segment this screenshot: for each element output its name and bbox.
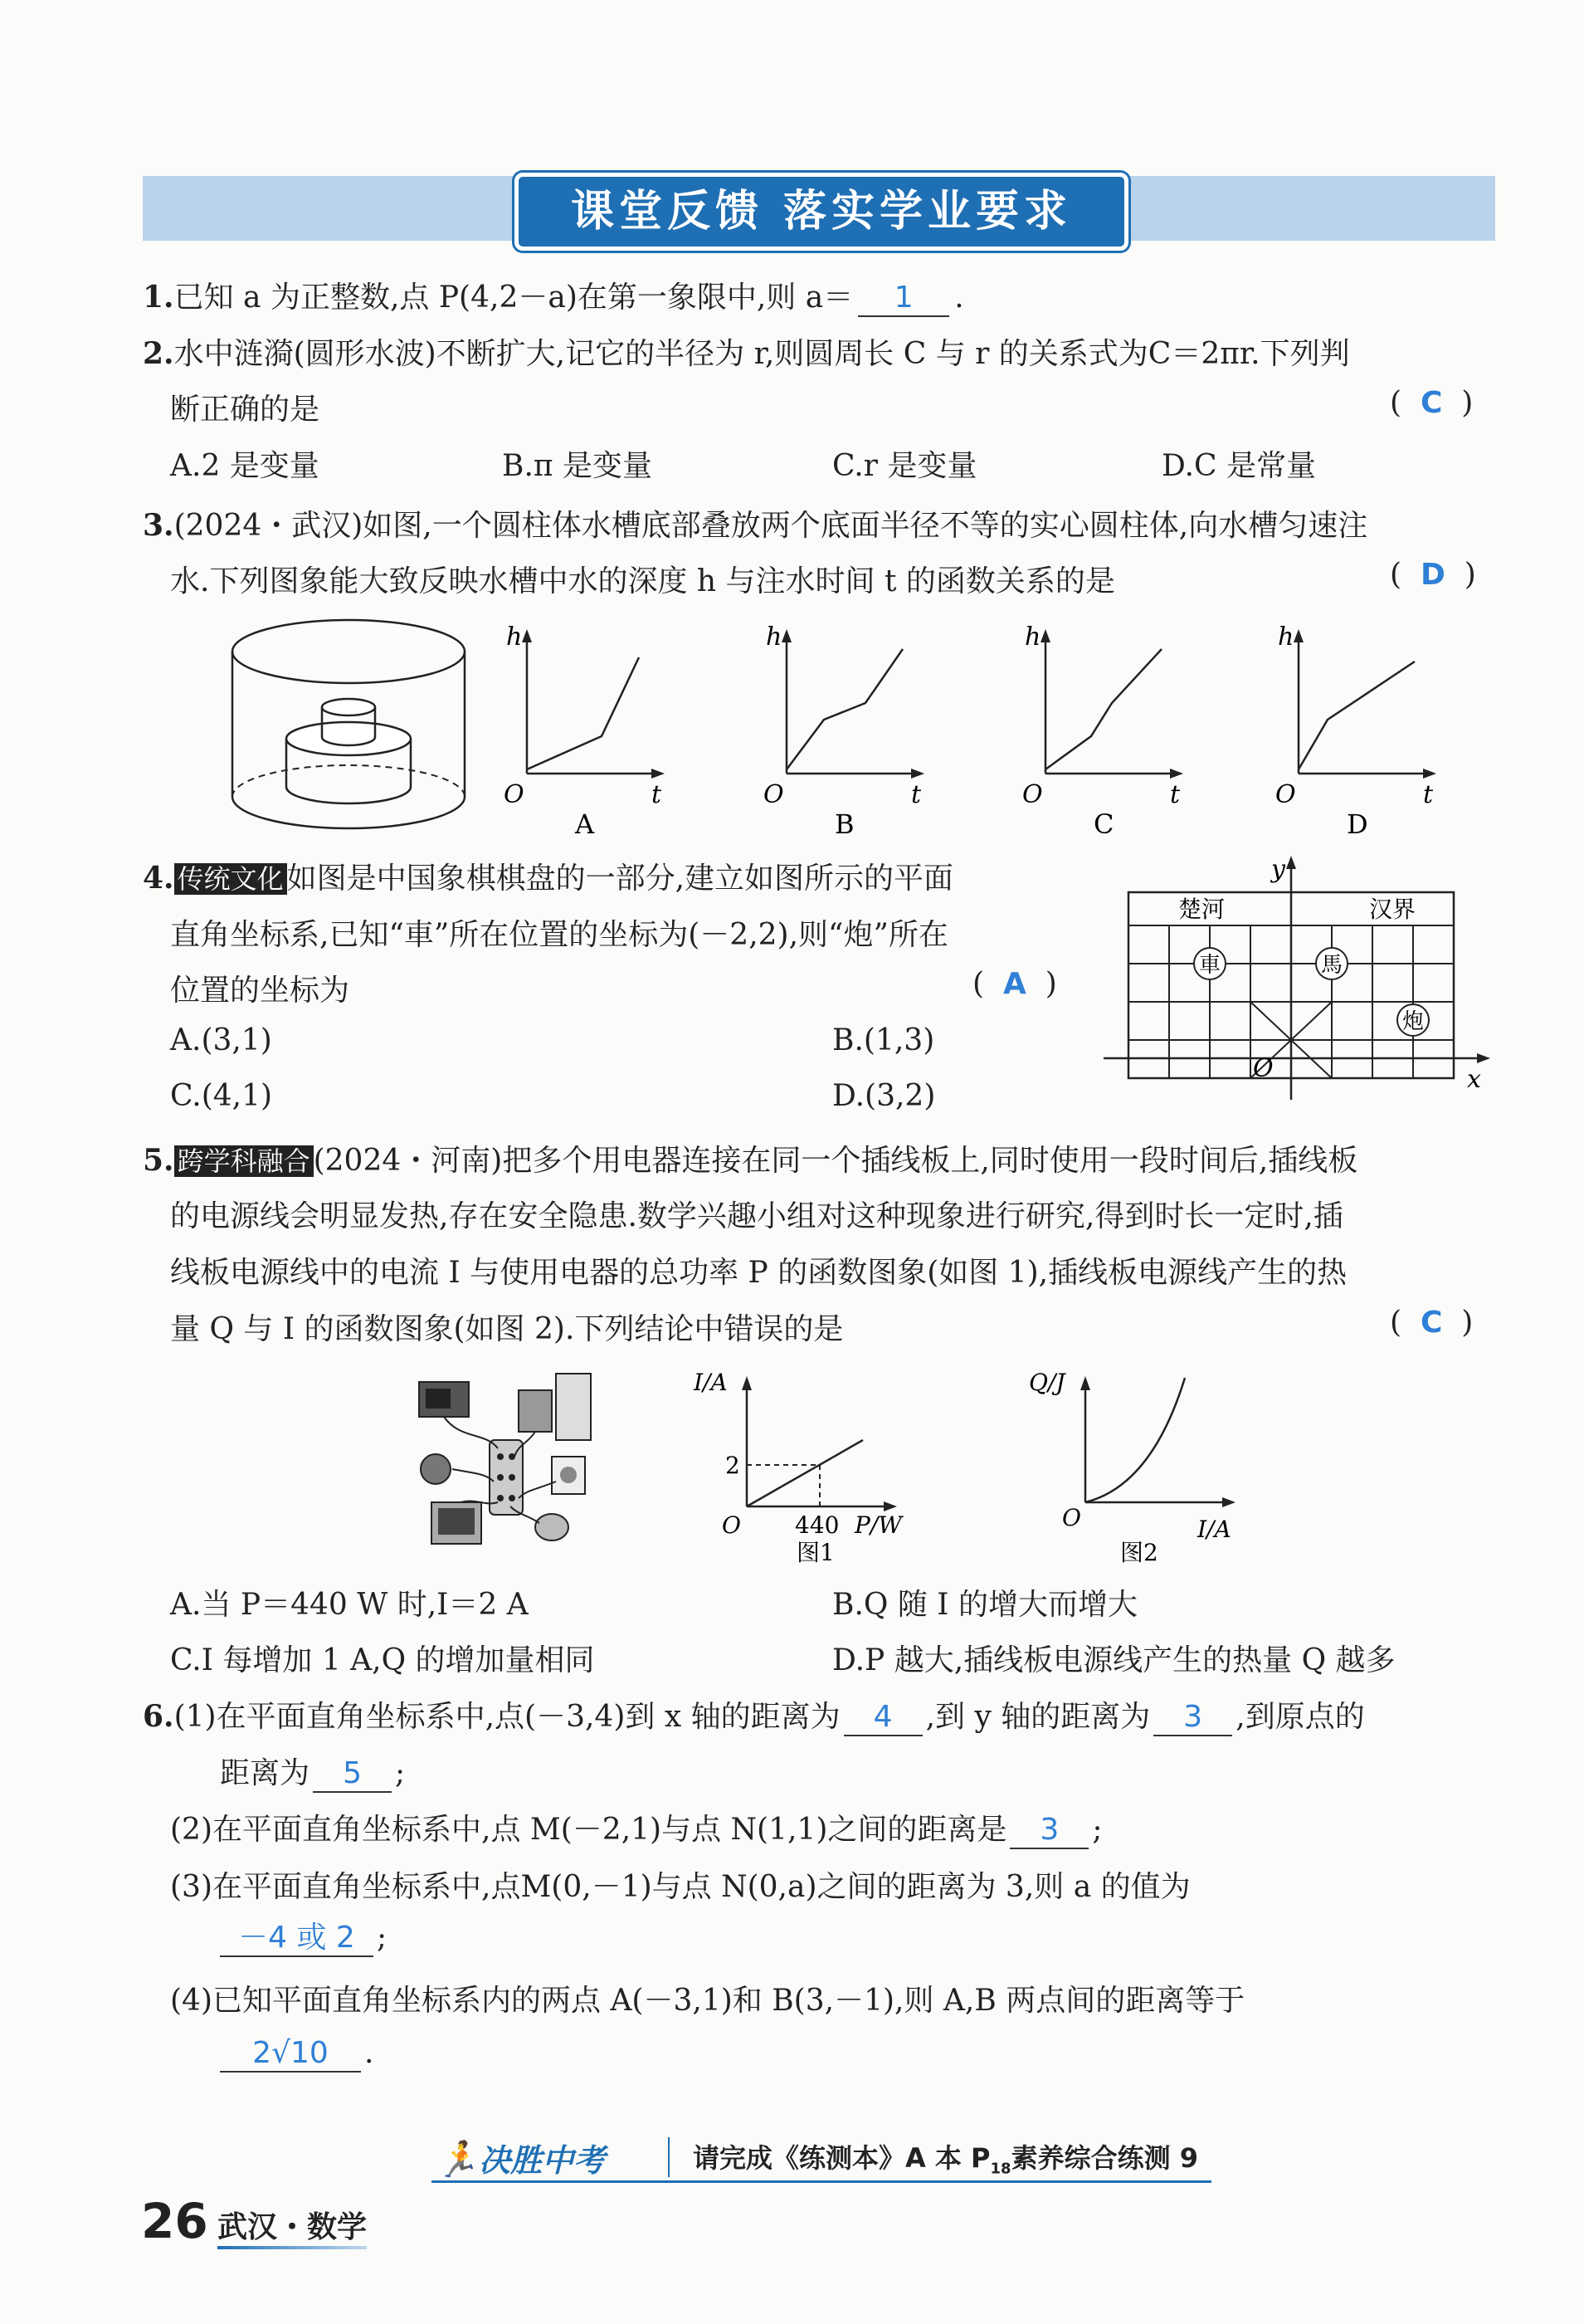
graph-d-label: D bbox=[1347, 808, 1368, 840]
piece-horse bbox=[1316, 948, 1348, 979]
q5-figure-2 bbox=[1027, 1361, 1268, 1569]
cylinder-tank-figure bbox=[212, 614, 485, 847]
footer-subject: 武汉・数学 bbox=[217, 2210, 368, 2244]
q5-line1 bbox=[143, 1137, 1357, 1179]
graph-a-label: A bbox=[575, 808, 595, 840]
q2-line1 bbox=[143, 330, 1350, 373]
q5-figure-1 bbox=[689, 1361, 929, 1569]
q6-p1-answer-x: 4 bbox=[844, 1699, 923, 1736]
power-strip-appliances-illustration bbox=[411, 1365, 602, 1556]
q5-answer-paren: ( C ) bbox=[1390, 1306, 1474, 1340]
q5-line3: 线板电源线中的电流 I 与使用电器的总功率 P 的函数图象(如图 1),插线板电源线产生的热 bbox=[170, 1256, 1348, 1290]
fig1-caption: 图1 bbox=[797, 1539, 835, 1566]
q5-line4: 量 Q 与 I 的函数图象(如图 2).下列结论中错误的是 bbox=[170, 1312, 844, 1346]
graph-b-yaxis: h bbox=[766, 624, 782, 652]
q6-part1-line1 bbox=[143, 1693, 1365, 1736]
fig1-origin: O bbox=[722, 1511, 741, 1539]
graph-b-xaxis: t bbox=[911, 780, 922, 809]
q5-answer: C bbox=[1420, 1306, 1443, 1340]
q4-number: 4. bbox=[143, 861, 174, 896]
footer-brand-text: 决胜中考 bbox=[479, 2142, 606, 2179]
q5-line2: 的电源线会明显发热,存在安全隐患.数学兴趣小组对这种现象进行研究,得到时长一定时,插 bbox=[170, 1199, 1343, 1233]
q6-p1-text-c: ,到原点的 bbox=[1236, 1700, 1365, 1734]
q6-p2-end: ; bbox=[1092, 1813, 1103, 1847]
fig1-yaxis: I/A bbox=[694, 1369, 728, 1396]
graph-c-yaxis: h bbox=[1025, 624, 1041, 652]
q3-line2: 水.下列图象能大致反映水槽中水的深度 h 与注水时间 t 的函数关系的是 bbox=[170, 564, 1115, 598]
q2-line2: 断正确的是 bbox=[170, 393, 320, 427]
q1-end: . bbox=[954, 281, 964, 315]
q5-text1: (2024・河南)把多个用电器连接在同一个插线板上,同时使用一段时间后,插线板 bbox=[313, 1144, 1358, 1178]
q5-option-c: C.I 每增加 1 A,Q 的增加量相同 bbox=[170, 1643, 595, 1677]
q6-part2 bbox=[170, 1806, 1103, 1849]
footer-instruction bbox=[668, 2137, 1198, 2177]
q4-option-b: B.(1,3) bbox=[832, 1023, 935, 1057]
graph-a-yaxis: h bbox=[506, 624, 523, 652]
q1-text: 已知 a 为正整数,点 P(4,2－a)在第一象限中,则 a＝ bbox=[173, 281, 854, 315]
q2-answer: C bbox=[1420, 386, 1443, 420]
graph-d-yaxis: h bbox=[1278, 624, 1294, 652]
q6-p1-answer-origin: 5 bbox=[313, 1755, 392, 1793]
q3-answer: D bbox=[1420, 558, 1445, 592]
fig2-origin: O bbox=[1062, 1504, 1081, 1531]
graph-b-origin: O bbox=[763, 780, 784, 809]
q5-option-a: A.当 P＝440 W 时,I＝2 A bbox=[170, 1588, 529, 1622]
board-yaxis: y bbox=[1271, 855, 1285, 884]
fig1-xaxis: P/W bbox=[855, 1511, 903, 1539]
q4-answer-paren: ( A ) bbox=[972, 967, 1057, 1001]
board-river-right: 汉界 bbox=[1369, 896, 1416, 923]
fig2-xaxis: I/A bbox=[1197, 1516, 1231, 1543]
footer-brand bbox=[436, 2135, 605, 2180]
q6-p1-text-d: 距离为 bbox=[220, 1756, 310, 1790]
q3-graph-c bbox=[1004, 624, 1203, 840]
svg-text:馬: 馬 bbox=[1320, 953, 1343, 978]
q6-part1-line2 bbox=[220, 1750, 405, 1793]
q6-part4-line2 bbox=[220, 2035, 373, 2073]
q2-option-d: D.C 是常量 bbox=[1162, 449, 1317, 483]
footer-text: 请完成《练测本》A 本 P bbox=[693, 2142, 991, 2174]
q5-option-d: D.P 越大,插线板电源线产生的热量 Q 越多 bbox=[832, 1643, 1396, 1677]
q6-p1-text-a: (1)在平面直角坐标系中,点(－3,4)到 x 轴的距离为 bbox=[173, 1700, 841, 1734]
q4-line1 bbox=[143, 855, 953, 897]
q6-part4-line1: (4)已知平面直角坐标系内的两点 A(－3,1)和 B(3,－1),则 A,B 两点间的距离等于 bbox=[170, 1984, 1245, 2018]
q4-line2: 直角坐标系,已知“車”所在位置的坐标为(－2,2),则“炮”所在 bbox=[170, 918, 948, 952]
footer-divider bbox=[431, 2180, 1211, 2183]
q6-p1-text-b: ,到 y 轴的距离为 bbox=[925, 1700, 1151, 1734]
q3-text1: (2024・武汉)如图,一个圆柱体水槽底部叠放两个底面半径不等的实心圆柱体,向水槽匀速注 bbox=[173, 509, 1368, 543]
piece-cannon bbox=[1397, 1004, 1429, 1036]
q2-option-c: C.r 是变量 bbox=[832, 449, 977, 483]
svg-text:車: 車 bbox=[1198, 953, 1221, 978]
graph-b-label: B bbox=[835, 808, 855, 840]
page-number: 26 bbox=[141, 2193, 208, 2249]
q2-option-b: B.π 是变量 bbox=[502, 449, 653, 483]
fig1-ytick: 2 bbox=[725, 1452, 740, 1479]
q3-line1 bbox=[143, 502, 1367, 544]
board-river-left: 楚河 bbox=[1178, 896, 1226, 923]
q4-line3: 位置的坐标为 bbox=[170, 974, 350, 1008]
q3-answer-paren: ( D ) bbox=[1390, 558, 1476, 592]
fig1-line bbox=[747, 1440, 863, 1506]
q2-number: 2. bbox=[143, 336, 174, 371]
q2-text1: 水中涟漪(圆形水波)不断扩大,记它的半径为 r,则圆周长 C 与 r 的关系式为C＝2πr.下列判 bbox=[173, 337, 1350, 371]
fig1-xtick: 440 bbox=[795, 1511, 840, 1539]
chess-board-figure bbox=[1095, 851, 1502, 1108]
q6-part3-line1: (3)在平面直角坐标系中,点M(0,－1)与点 N(0,a)之间的距离为 3,则 a 的值为 bbox=[170, 1870, 1191, 1904]
q3-graph-b bbox=[745, 624, 944, 840]
q6-p2-answer: 3 bbox=[1010, 1812, 1089, 1849]
q6-number: 6. bbox=[143, 1699, 174, 1734]
board-xaxis: x bbox=[1467, 1065, 1481, 1094]
q5-option-b: B.Q 随 I 的增大而增大 bbox=[832, 1588, 1138, 1622]
graph-a-xaxis: t bbox=[651, 780, 662, 809]
board-origin: O bbox=[1253, 1054, 1274, 1083]
fig2-curve bbox=[1085, 1378, 1185, 1502]
graph-d-xaxis: t bbox=[1423, 780, 1434, 809]
graph-c-origin: O bbox=[1022, 780, 1043, 809]
graph-a-curve bbox=[527, 657, 639, 769]
graph-b-curve bbox=[787, 649, 903, 769]
q2-option-a: A.2 是变量 bbox=[170, 449, 319, 483]
q4-answer: A bbox=[1002, 967, 1026, 1001]
q6-p3-answer: －4 或 2 bbox=[220, 1920, 373, 1957]
svg-text:炮: 炮 bbox=[1401, 1009, 1425, 1034]
q6-part3-line2 bbox=[220, 1920, 387, 1957]
q6-p1-end: ; bbox=[395, 1756, 406, 1790]
footer-text2: 素养综合练测 9 bbox=[1011, 2142, 1198, 2174]
graph-c-curve bbox=[1045, 649, 1162, 769]
runner-icon: 🏃 bbox=[436, 2139, 480, 2180]
q1-answer: 1 bbox=[858, 280, 949, 317]
q5-tag: 跨学科融合 bbox=[174, 1145, 314, 1177]
fig2-caption: 图2 bbox=[1120, 1539, 1158, 1566]
q6-p4-answer: 2√10 bbox=[220, 2035, 361, 2073]
q6-p3-end: ; bbox=[377, 1921, 387, 1955]
fig2-yaxis: Q/J bbox=[1029, 1369, 1065, 1396]
graph-a-origin: O bbox=[504, 780, 524, 809]
graph-c-xaxis: t bbox=[1170, 780, 1181, 809]
q4-option-c: C.(4,1) bbox=[170, 1079, 273, 1113]
q6-p1-answer-y: 3 bbox=[1153, 1699, 1232, 1736]
question-1 bbox=[143, 274, 964, 317]
q2-answer-paren: ( C ) bbox=[1390, 386, 1474, 420]
q3-graph-a bbox=[485, 624, 685, 840]
q4-tag: 传统文化 bbox=[174, 863, 287, 895]
q6-p4-end: . bbox=[364, 2036, 374, 2070]
piece-chariot bbox=[1194, 948, 1226, 979]
graph-d-origin: O bbox=[1275, 780, 1296, 809]
footer-subject-underline bbox=[217, 2246, 367, 2249]
graph-c-label: C bbox=[1094, 808, 1114, 840]
q6-p2-text: (2)在平面直角坐标系中,点 M(－2,1)与点 N(1,1)之间的距离是 bbox=[170, 1813, 1007, 1847]
section-title: 课堂反馈 落实学业要求 bbox=[514, 173, 1128, 251]
q3-graph-d bbox=[1257, 624, 1456, 840]
q1-number: 1. bbox=[143, 280, 174, 315]
q4-option-a: A.(3,1) bbox=[170, 1023, 272, 1057]
q4-option-d: D.(3,2) bbox=[832, 1079, 936, 1113]
q3-number: 3. bbox=[143, 508, 174, 543]
footer-page-sub: 18 bbox=[990, 2160, 1011, 2178]
graph-d-curve bbox=[1299, 662, 1415, 769]
q4-text1: 如图是中国象棋棋盘的一部分,建立如图所示的平面 bbox=[286, 862, 954, 896]
q5-number: 5. bbox=[143, 1143, 174, 1178]
